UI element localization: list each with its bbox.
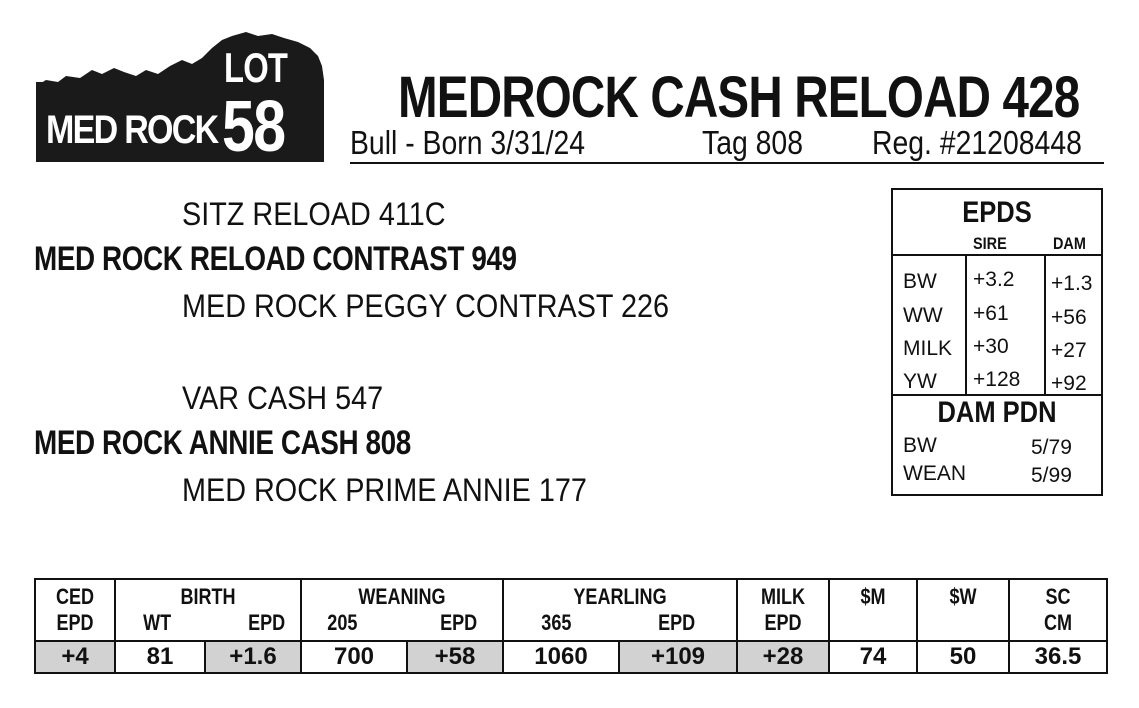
yearling-epd-value: +109 xyxy=(619,641,737,673)
milk-epd-value: +28 xyxy=(737,641,829,673)
col-group-header: WEANING xyxy=(358,584,446,609)
epd-dam-value: +1.3 xyxy=(1051,272,1093,295)
weaning-205-value: 700 xyxy=(301,641,407,673)
born-text: Bull - Born 3/31/24 xyxy=(350,124,586,161)
col-header: EPD xyxy=(56,610,94,635)
table-row xyxy=(35,641,1107,673)
col-group-header: YEARLING xyxy=(573,584,667,609)
animal-name: MEDROCK CASH RELOAD 428 xyxy=(398,65,1080,130)
epds-box xyxy=(891,188,1103,496)
col-header: EPD xyxy=(248,610,286,635)
pedigree-sire-dam: MED ROCK PEGGY CONTRAST 226 xyxy=(182,288,670,324)
pedigree-sire: MED ROCK RELOAD CONTRAST 949 xyxy=(34,240,517,278)
tag-text: Tag 808 xyxy=(702,124,803,161)
weaning-epd-value: +58 xyxy=(407,641,503,673)
col-header: EPD xyxy=(658,610,696,635)
pdn-value: 5/99 xyxy=(1031,464,1072,487)
brand-name: MED ROCK xyxy=(46,108,218,152)
col-header: EPD xyxy=(440,610,478,635)
epd-dam-value: +56 xyxy=(1051,306,1087,329)
col-header: MILK xyxy=(760,584,806,609)
epd-sire-value: +3.2 xyxy=(973,268,1015,291)
pedigree-dam: MED ROCK ANNIE CASH 808 xyxy=(34,424,411,462)
birth-wt-value: 81 xyxy=(115,641,205,673)
lot-number: 58 xyxy=(222,87,285,167)
table-header-row xyxy=(35,579,1107,641)
epd-trait: YW xyxy=(903,370,937,393)
epd-trait: BW xyxy=(903,270,937,293)
sc-value: 36.5 xyxy=(1009,641,1107,673)
col-header: SC xyxy=(1045,584,1071,609)
pedigree-dam-dam: MED ROCK PRIME ANNIE 177 xyxy=(182,472,587,508)
col-group-header: BIRTH xyxy=(180,584,236,609)
epds-sire-label: SIRE xyxy=(973,234,1007,253)
col-header: WT xyxy=(143,610,172,635)
w-value: 50 xyxy=(917,641,1009,673)
dam-pdn-title: DAM PDN xyxy=(937,396,1057,429)
col-header: EPD xyxy=(764,610,802,635)
m-value: 74 xyxy=(829,641,917,673)
pedigree-sire-sire: SITZ RELOAD 411C xyxy=(182,196,446,232)
ced-value: +4 xyxy=(35,641,115,673)
epd-trait: WW xyxy=(903,304,943,327)
reg-text: Reg. #21208448 xyxy=(872,124,1082,161)
pdn-label: WEAN xyxy=(903,462,966,485)
col-header: CM xyxy=(1043,610,1073,635)
yearling-365-value: 1060 xyxy=(503,641,619,673)
lot-label: LOT xyxy=(224,44,288,91)
epd-sire-value: +128 xyxy=(973,368,1021,391)
col-header: 205 xyxy=(327,610,358,635)
col-header: CED xyxy=(55,584,95,609)
epd-sire-value: +30 xyxy=(973,335,1009,358)
col-header: $M xyxy=(860,584,886,609)
animal-info-line xyxy=(350,124,1104,164)
birth-epd-value: +1.6 xyxy=(205,641,301,673)
col-header: $W xyxy=(949,584,977,609)
epds-title: EPDS xyxy=(962,196,1032,229)
epd-dam-value: +92 xyxy=(1051,372,1087,395)
pdn-label: BW xyxy=(903,434,937,457)
pdn-value: 5/79 xyxy=(1031,436,1072,459)
lot-badge xyxy=(36,30,328,167)
performance-table xyxy=(34,578,1108,674)
epds-dam-label: DAM xyxy=(1053,234,1086,253)
col-header: 365 xyxy=(541,610,572,635)
epd-dam-value: +27 xyxy=(1051,339,1087,362)
epd-trait: MILK xyxy=(903,337,953,360)
epd-sire-value: +61 xyxy=(973,302,1009,325)
pedigree-dam-sire: VAR CASH 547 xyxy=(182,380,384,416)
